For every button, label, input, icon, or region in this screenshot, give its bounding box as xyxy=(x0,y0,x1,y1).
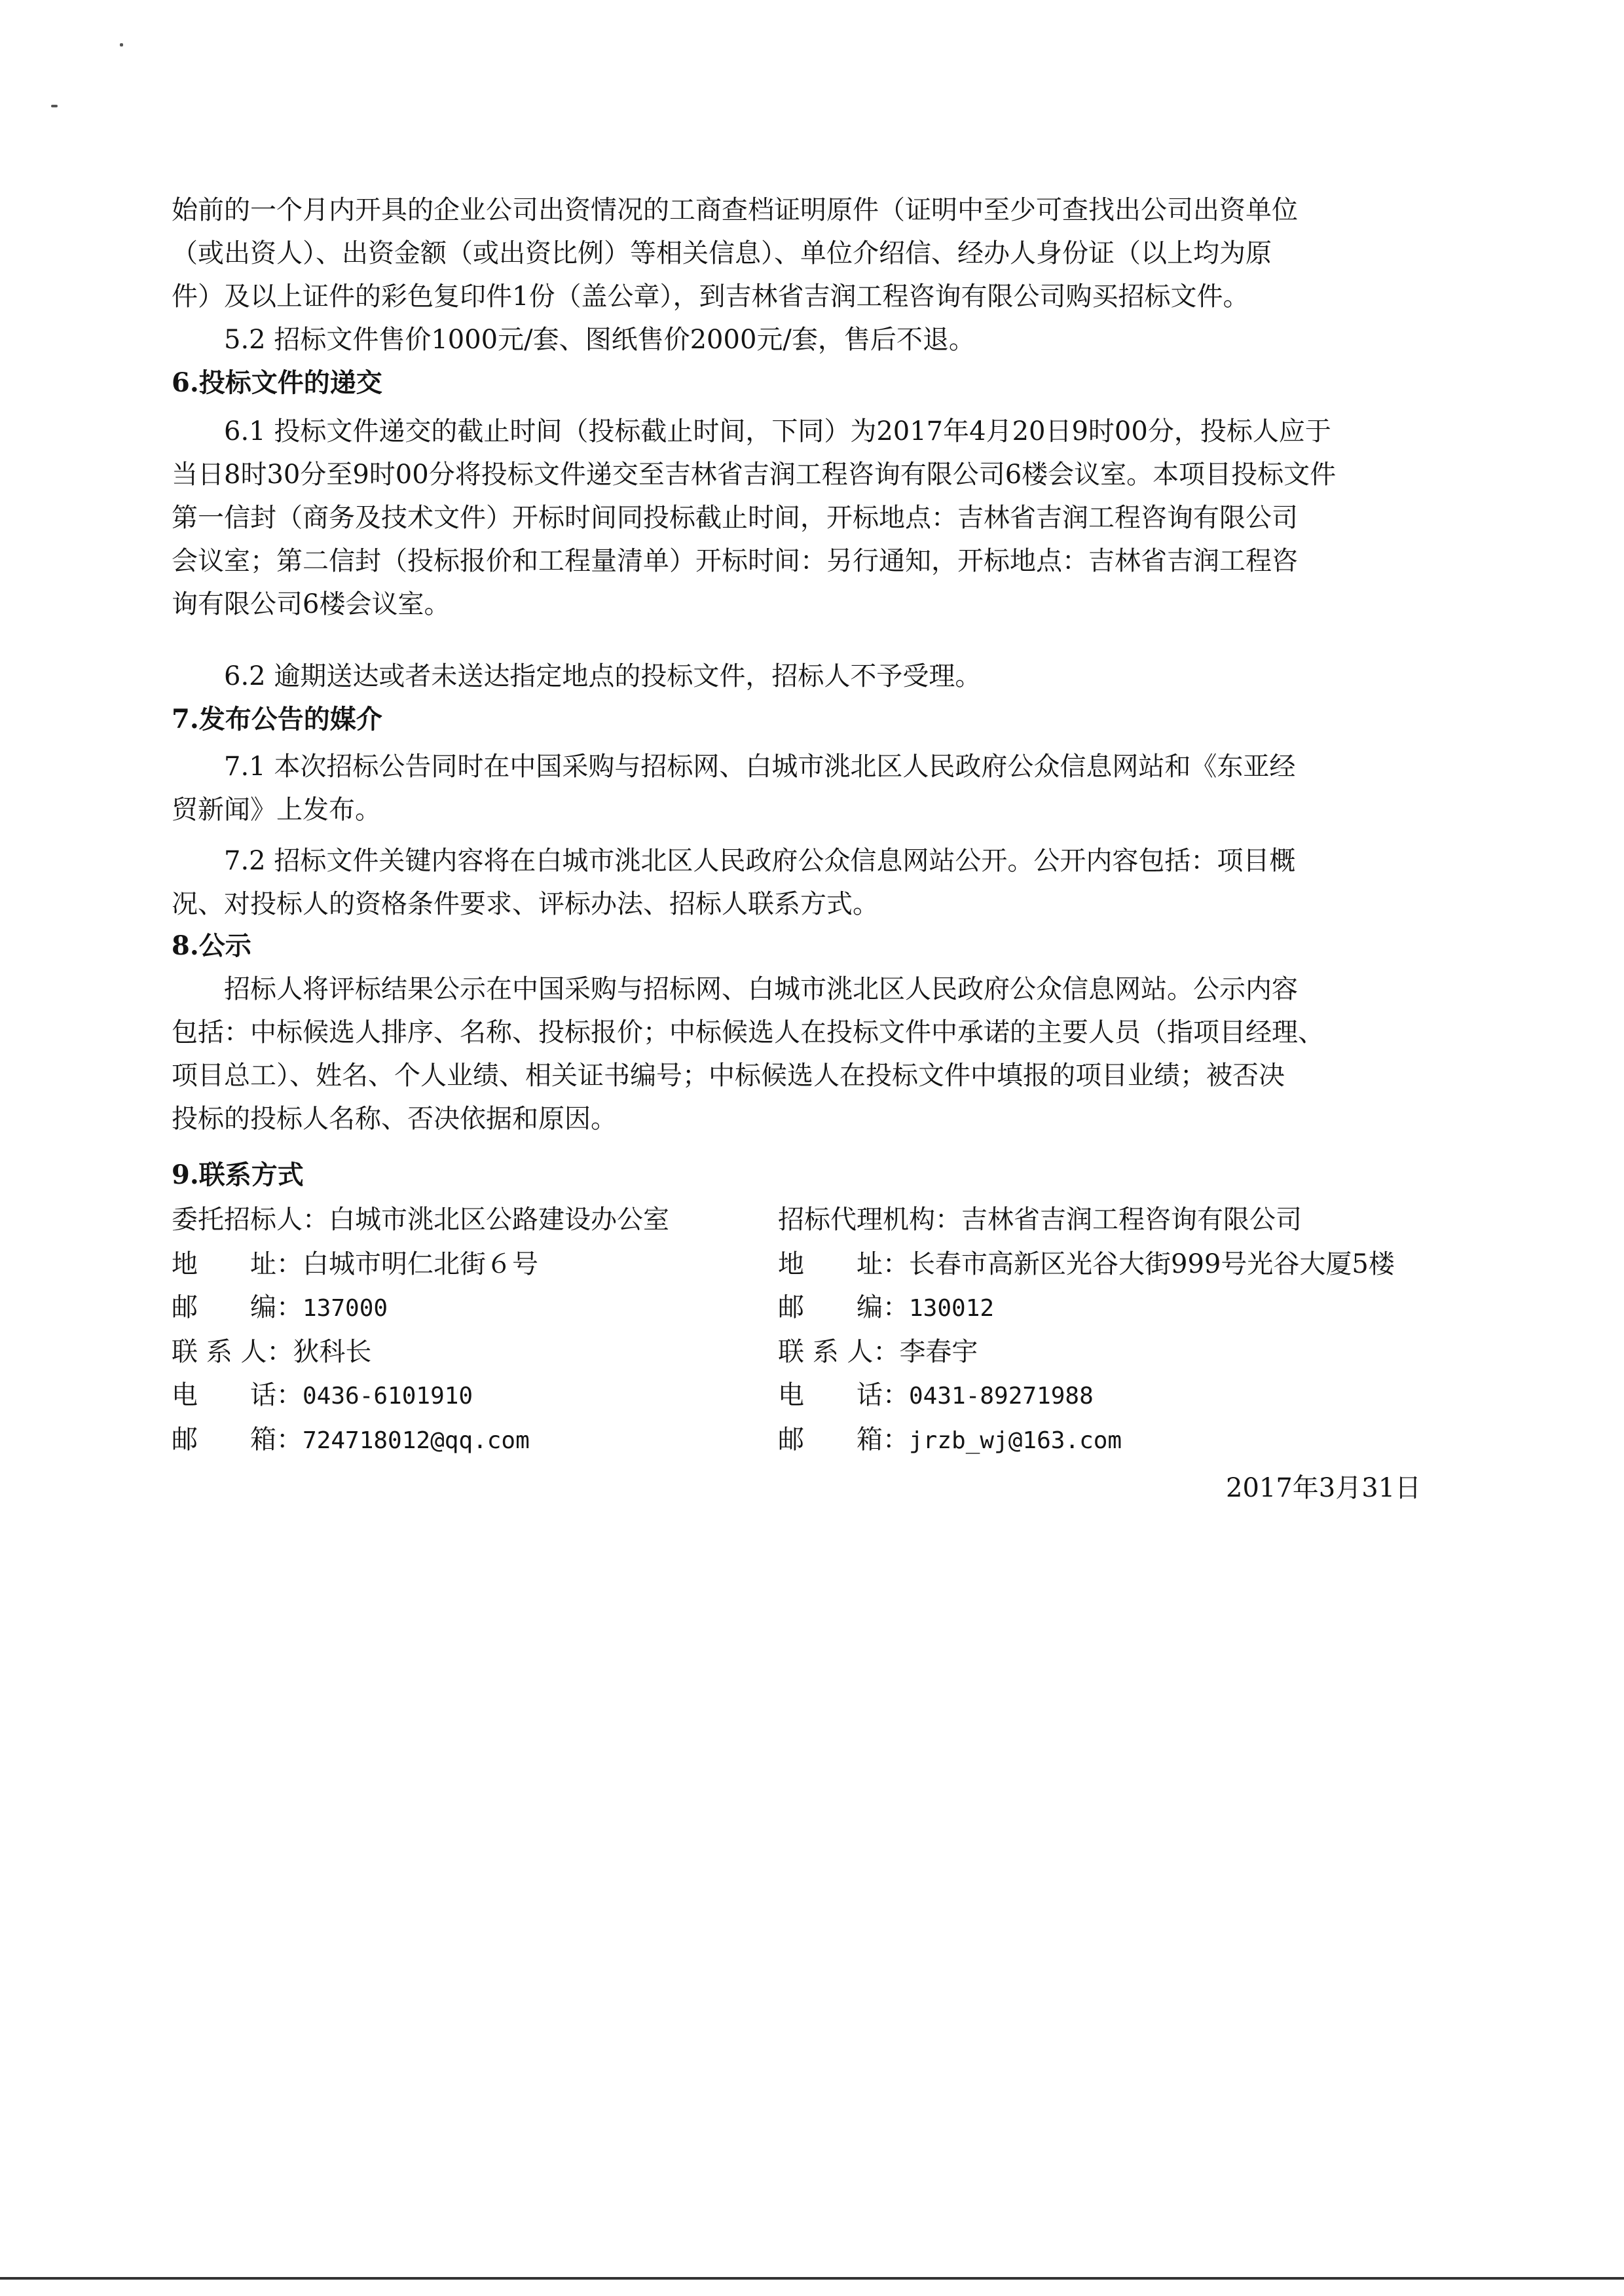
scan-speck xyxy=(51,105,58,107)
text-line: 7.2 招标文件关键内容将在白城市洮北区人民政府公众信息网站公开。公开内容包括：项目概 xyxy=(224,846,1296,876)
text-line: 项目总工）、姓名、个人业绩、相关证书编号；中标候选人在投标文件中填报的项目业绩；被否决 xyxy=(172,1061,1285,1091)
text-line: 5.2 招标文件售价1000元/套、图纸售价2000元/套，售后不退。 xyxy=(224,325,975,355)
clause-6-1-cont xyxy=(172,453,1449,626)
label: 地 址： xyxy=(172,1249,303,1279)
text-line: 招标人将评标结果公示在中国采购与招标网、白城市洮北区人民政府公众信息网站。公示内容 xyxy=(224,974,1298,1004)
clause-7-2 xyxy=(172,839,1449,883)
label: 联 系 人： xyxy=(172,1337,293,1367)
value: 130012 xyxy=(909,1295,995,1322)
contact-row xyxy=(172,1330,669,1374)
clause-6-2 xyxy=(172,655,1449,698)
scan-edge-line xyxy=(0,2277,1624,2280)
text-line: 当日8时30分至9时00分将投标文件递交至吉林省吉润工程咨询有限公司6楼会议室。本项目投标文件 xyxy=(172,460,1337,490)
agency-contact xyxy=(778,1198,1395,1463)
value: 长春市高新区光谷大街999号光谷大厦5楼 xyxy=(909,1249,1395,1279)
text-line: 包括：中标候选人排序、名称、投标报价；中标候选人在投标文件中承诺的主要人员（指项目经理、 xyxy=(172,1017,1324,1048)
text-line: 会议室；第二信封（投标报价和工程量清单）开标时间：另行通知，开标地点：吉林省吉润工程咨 xyxy=(172,546,1298,576)
label: 邮 箱： xyxy=(778,1425,909,1455)
contact-row xyxy=(778,1330,1395,1374)
text-line: 始前的一个月内开具的企业公司出资情况的工商查档证明原件（证明中至少可查找出公司出资单位 xyxy=(172,195,1298,225)
label: 邮 箱： xyxy=(172,1425,303,1455)
clause-8-body xyxy=(172,968,1449,1011)
value: 0436-6101910 xyxy=(303,1383,473,1410)
text-line: 件）及以上证件的彩色复印件1份（盖公章），到吉林省吉润工程咨询有限公司购买招标文件。 xyxy=(172,282,1249,312)
clause-6-1 xyxy=(172,410,1449,453)
contact-row xyxy=(778,1374,1395,1418)
value: 吉林省吉润工程咨询有限公司 xyxy=(961,1205,1302,1235)
text-line: 询有限公司6楼会议室。 xyxy=(172,589,451,619)
clause-7-1-cont xyxy=(172,788,1449,831)
value: 0431-89271988 xyxy=(909,1383,1094,1410)
label: 电 话： xyxy=(778,1380,909,1410)
value: 李春宇 xyxy=(899,1337,978,1367)
contact-row xyxy=(172,1374,669,1418)
label: 联 系 人： xyxy=(778,1337,900,1367)
contact-row xyxy=(778,1418,1395,1463)
label: 电 话： xyxy=(172,1380,303,1410)
text-line: 贸新闻》上发布。 xyxy=(172,795,381,825)
label: 招标代理机构： xyxy=(778,1205,961,1235)
text-line: 6.2 逾期送达或者未送达指定地点的投标文件，招标人不予受理。 xyxy=(224,661,982,691)
continued-paragraph xyxy=(172,189,1449,318)
clause-7-1 xyxy=(172,745,1449,788)
value: 狄科长 xyxy=(293,1337,372,1367)
section-6-heading: 6.投标文件的递交 xyxy=(172,367,382,398)
label: 地 址： xyxy=(778,1249,909,1279)
text-line: 第一信封（商务及技术文件）开标时间同投标截止时间，开标地点：吉林省吉润工程咨询有限公司 xyxy=(172,503,1298,533)
contact-row xyxy=(172,1286,669,1330)
label: 委托招标人： xyxy=(172,1205,329,1235)
contact-row xyxy=(778,1243,1395,1286)
value: jrzb_wj@163.com xyxy=(909,1427,1122,1454)
value: 白城市洮北区公路建设办公室 xyxy=(329,1205,669,1235)
text-line: 7.1 本次招标公告同时在中国采购与招标网、白城市洮北区人民政府公众信息网站和《东亚经 xyxy=(224,752,1296,782)
value: 724718012@qq.com xyxy=(303,1427,530,1454)
section-8-heading: 8.公示 xyxy=(172,930,251,961)
section-7-heading: 7.发布公告的媒介 xyxy=(172,704,382,735)
contact-row xyxy=(778,1286,1395,1330)
value: 137000 xyxy=(303,1295,388,1322)
label: 邮 编： xyxy=(172,1292,303,1322)
text-line: （或出资人）、出资金额（或出资比例）等相关信息）、单位介绍信、经办人身份证（以上均为原 xyxy=(172,238,1272,268)
scan-speck xyxy=(120,43,123,46)
contact-row xyxy=(172,1198,669,1241)
label: 邮 编： xyxy=(778,1292,909,1322)
text-line: 投标的投标人名称、否决依据和原因。 xyxy=(172,1104,617,1134)
text-line: 6.1 投标文件递交的截止时间（投标截止时间，下同）为2017年4月20日9时00分，投标人应于 xyxy=(224,416,1331,446)
contact-row xyxy=(172,1243,669,1286)
value: 白城市明仁北街６号 xyxy=(303,1249,538,1279)
contact-row xyxy=(778,1198,1395,1241)
section-9-heading: 9.联系方式 xyxy=(172,1159,304,1190)
text-line: 况、对投标人的资格条件要求、评标办法、招标人联系方式。 xyxy=(172,889,879,919)
issue-date: 2017年3月31日 xyxy=(1226,1473,1422,1503)
clause-8-body-cont xyxy=(172,1011,1449,1140)
clause-7-2-cont xyxy=(172,883,1449,926)
contact-row xyxy=(172,1418,669,1463)
tenderer-contact xyxy=(172,1198,669,1463)
clause-5-2 xyxy=(172,318,1449,361)
